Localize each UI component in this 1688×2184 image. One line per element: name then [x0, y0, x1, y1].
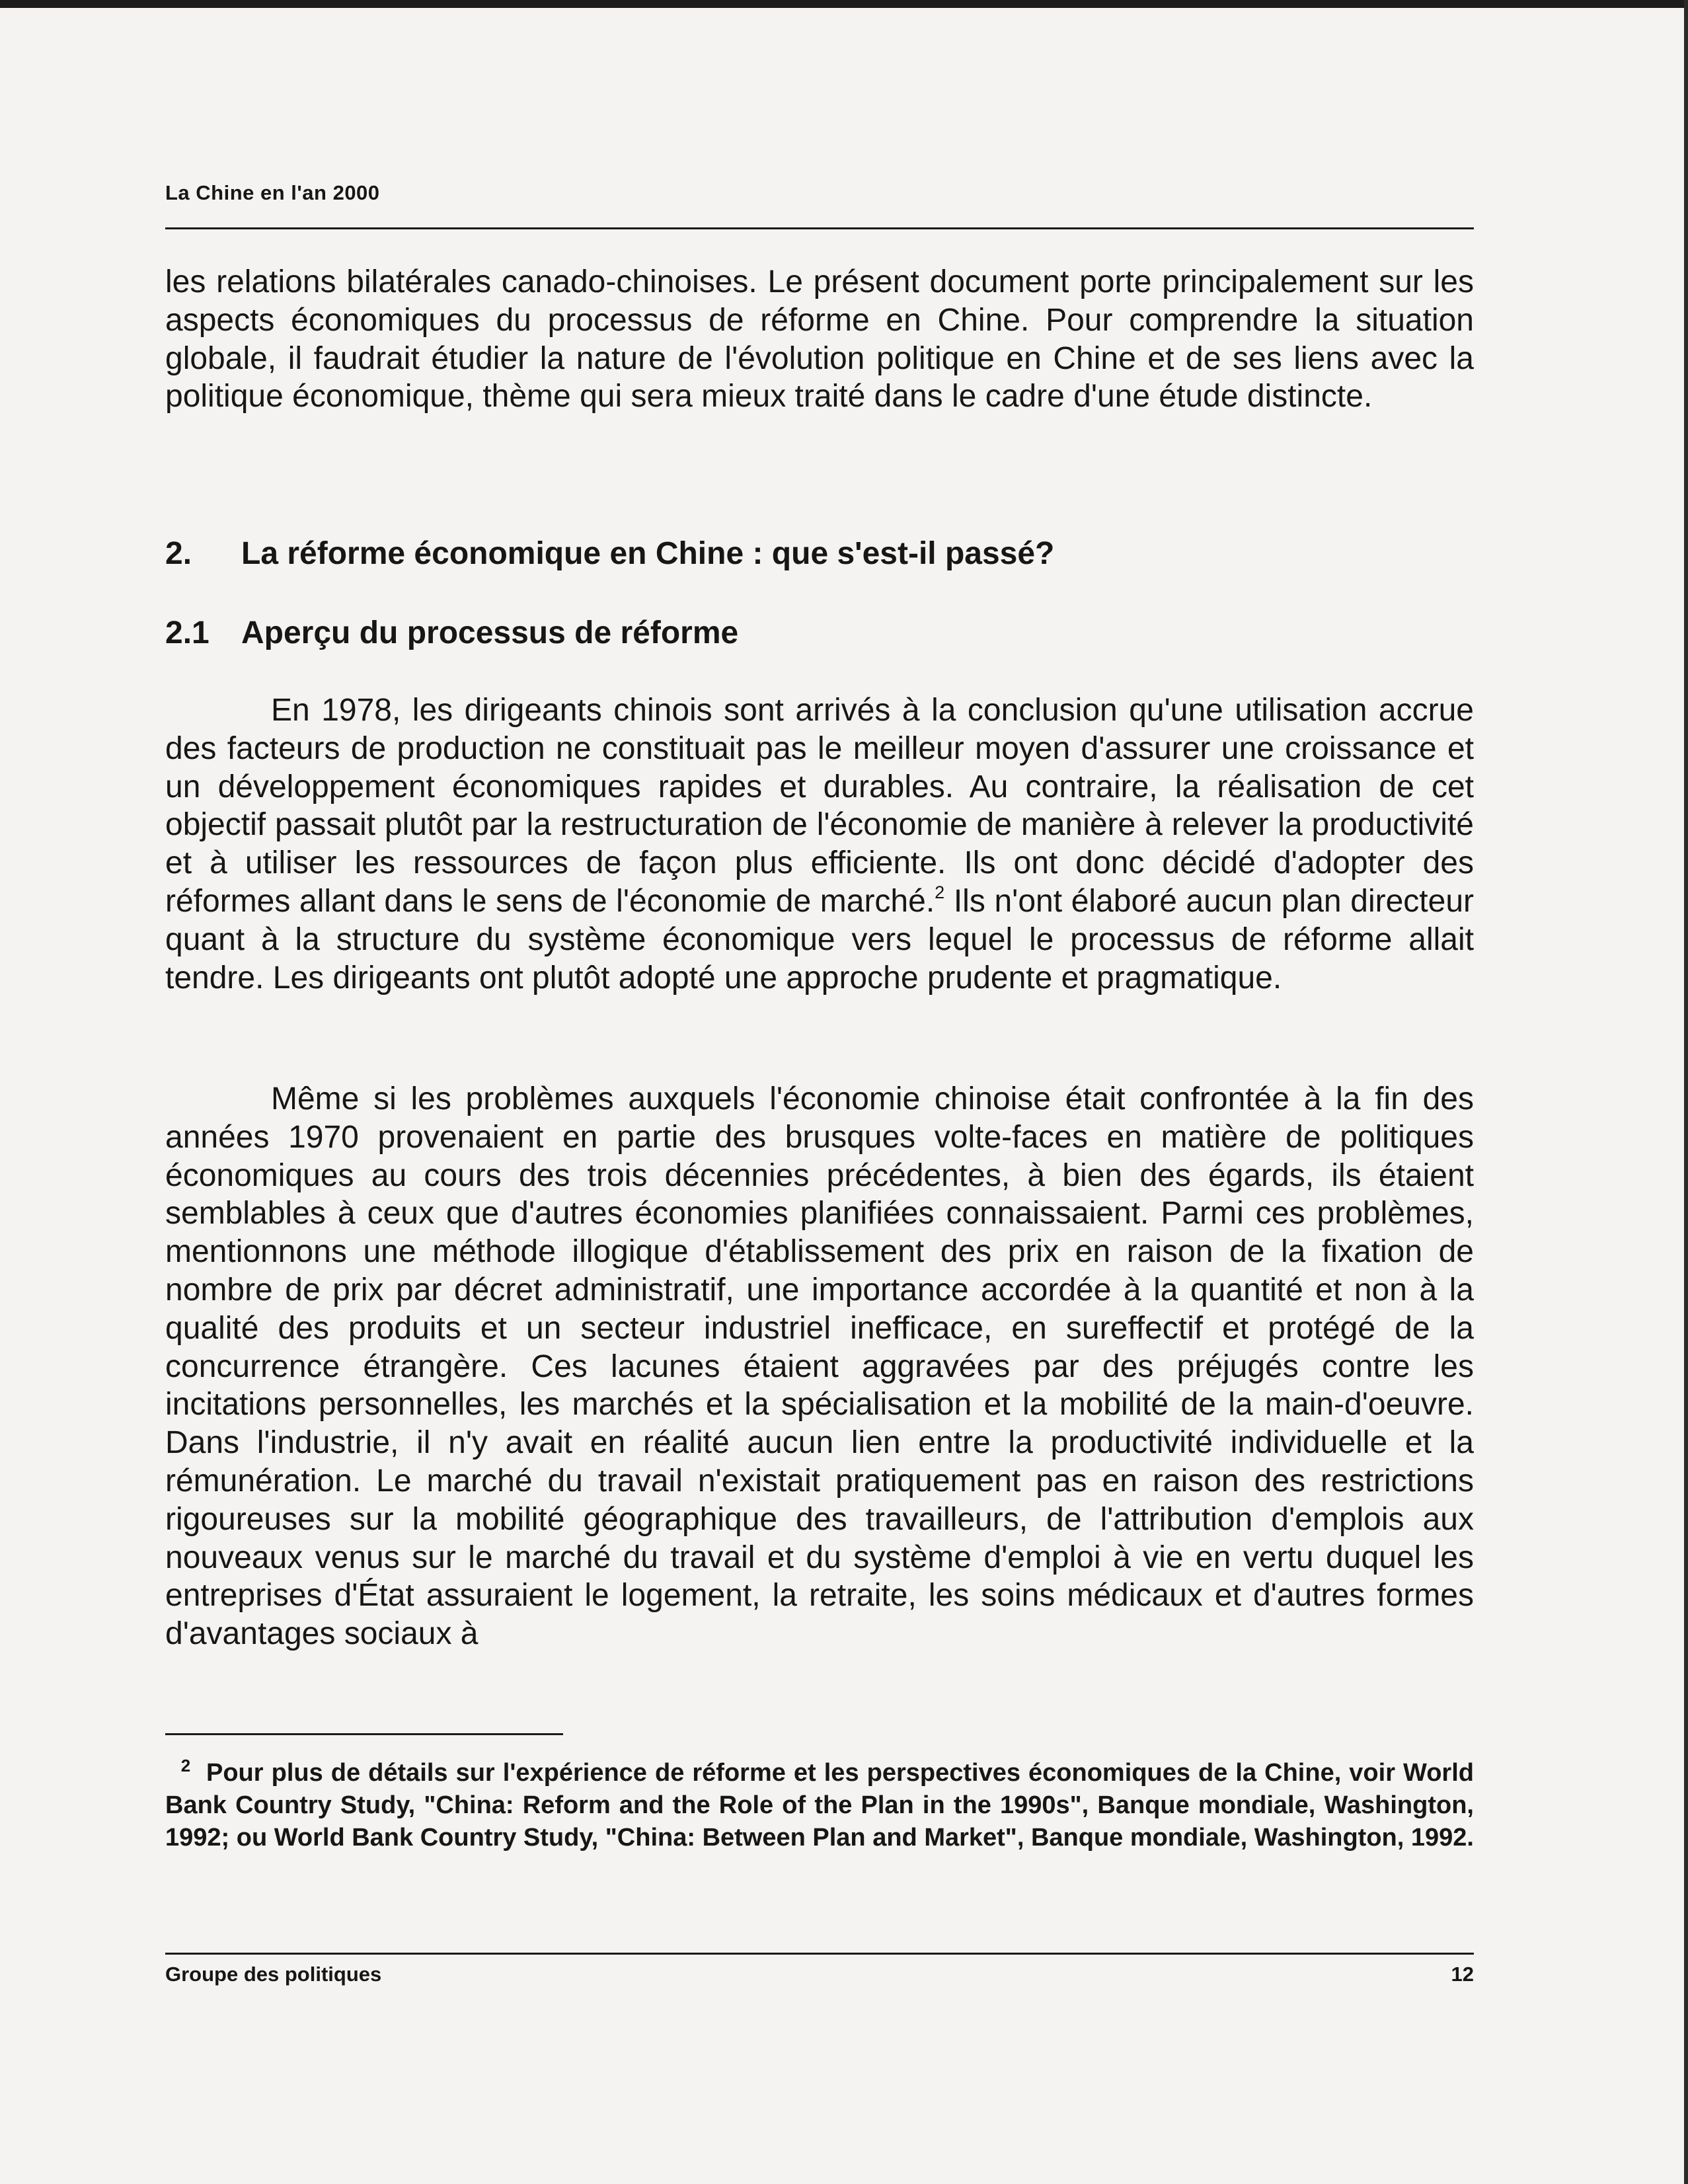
paragraph-1-part-b: Ils n'ont élaboré aucun plan directeur quant à la structure du système économique vers lequel le processus de réforme allait tendre. Les dirigeants ont plutôt adopté une approche prudente et pragmatique.: [165, 883, 1474, 995]
paragraph-1-part-a: En 1978, les dirigeants chinois sont arrivés à la conclusion qu'une utilisation accrue des facteurs de production ne constituait pas le meilleur moyen d'assurer une croissance et un développement économiques rapides et durables. Au contraire, la réalisation de cet objectif passait plutôt par la restructuration de l'économie de manière à relever la productivité et à utiliser les ressources de façon plus efficiente. Ils ont donc décidé d'adopter des réformes allant dans le sens de l'économie de marché.: [165, 693, 1474, 919]
paragraph-1: [165, 691, 1474, 997]
section-heading: [165, 535, 1054, 572]
section-number: 2.: [165, 536, 192, 571]
footnote-text: Pour plus de détails sur l'expérience de réforme et les perspectives économiques de la Chine, voir World Bank Country Study, "China: Reform and the Role of the Plan in the 1990s", Banque mondiale, Washington, 1992; ou World Bank Country Study, "China: Between Plan and Market", Banque mondiale, Washington, 1992.: [165, 1759, 1474, 1852]
running-header: La Chine en l'an 2000: [165, 181, 380, 204]
subsection-title: Aperçu du processus de réforme: [241, 615, 739, 650]
running-footer: Groupe des politiques: [165, 1963, 382, 1986]
footnote-separator: [165, 1733, 563, 1735]
scan-top-edge: [0, 0, 1688, 8]
footnote-reference: 2: [935, 882, 945, 902]
page-number: 12: [1451, 1963, 1474, 1986]
intro-paragraph: les relations bilatérales canado-chinoises. Le présent document porte principalement sur les aspects économiques du processus de réforme en Chine. Pour comprendre la situation globale, il faudrait étudier la nature de l'évolution politique en Chine et de ses liens avec la politique économique, thème qui sera mieux traité dans le cadre d'une étude distincte.: [165, 264, 1474, 414]
footnote: 2 Pour plus de détails sur l'expérience de réforme et les perspectives économiques de la Chine, voir World Bank Country Study, "China: Reform and the Role of the Plan in the 1990s", Banque mondiale, Washington, 1992; ou World Bank Country Study, "China: Between Plan and Market", Banque mondiale, Washington, 1992.: [165, 1756, 1474, 1852]
scan-right-edge: [1684, 0, 1688, 2184]
subsection-heading: [165, 615, 738, 651]
subsection-number: 2.1: [165, 615, 210, 650]
section-title: La réforme économique en Chine : que s'est-il passé?: [241, 536, 1055, 571]
paragraph-2: Même si les problèmes auxquels l'économie chinoise était confrontée à la fin des années 1970 provenaient en partie des brusques volte-faces en matière de politiques économiques au cours des trois décennies précédentes, à bien des égards, ils étaient semblables à ceux que d'autres économies planifiées connaissaient. Parmi ces problèmes, mentionnons une méthode illogique d'établissement des prix en raison de la fixation de nombre de prix par décret administratif, une importance accordée à la quantité et non à la qualité des produits et un secteur industriel inefficace, en sureffectif et protégé de la concurrence étrangère. Ces lacunes étaient aggravées par des préjugés contre les incitations personnelles, les marchés et la spécialisation et la mobilité de la main-d'oeuvre. Dans l'industrie, il n'y avait en réalité aucun lien entre la productivité individuelle et la rémunération. Le marché du travail n'existait pratiquement pas en raison des restrictions rigoureuses sur la mobilité géographique des travailleurs, de l'attribution d'emplois aux nouveaux venus sur le marché du travail et du système d'emploi à vie en vertu duquel les entreprises d'État assuraient le logement, la retraite, les soins médicaux et d'autres formes d'avantages sociaux à: [165, 1081, 1474, 1652]
footer-rule: [165, 1953, 1474, 1955]
header-rule: [165, 227, 1474, 229]
